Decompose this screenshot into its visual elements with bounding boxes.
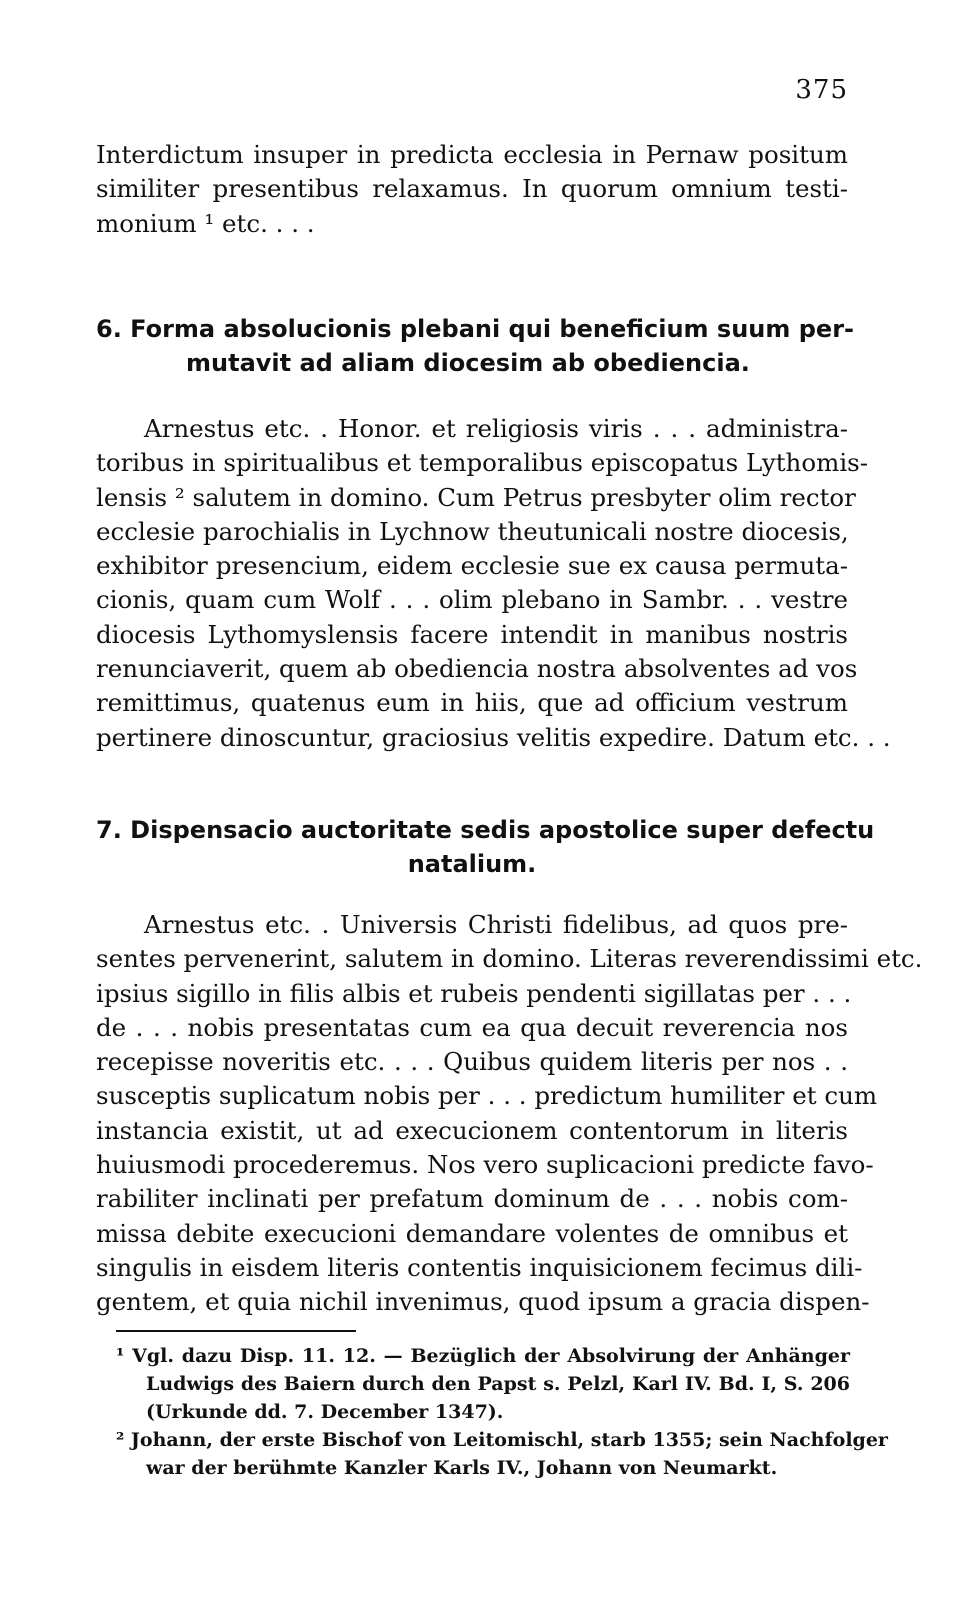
text-line: rabiliter inclinati per prefatum dominum de . . . nobis com- <box>96 1184 848 1214</box>
text-line: ipsius sigillo in filis albis et rubeis pendenti sigillatas per . . . <box>96 978 852 1008</box>
heading-line: 6. Forma absolucionis plebani qui beneficium suum per- <box>96 315 854 343</box>
footnote-divider <box>116 1330 356 1332</box>
text-line: susceptis suplicatum nobis per . . . predictum humiliter et cum <box>96 1081 878 1111</box>
text-line: renunciaverit, quem ab obediencia nostra absolventes ad vos <box>96 654 858 684</box>
text-line: diocesis Lythomyslensis facere intendit in manibus nostris <box>96 619 848 649</box>
footnotes <box>116 1342 888 1482</box>
text-line: instancia existit, ut ad execucionem contentorum in literis <box>96 1115 848 1145</box>
text-line: de . . . nobis presentatas cum ea qua decuit reverencia nos <box>96 1012 848 1042</box>
heading-line: 7. Dispensacio auctoritate sedis apostolice super defectu <box>96 816 875 844</box>
heading-line: mutavit ad aliam diocesim ab obediencia. <box>186 349 750 377</box>
text-line: sentes pervenerint, salutem in domino. Literas reverendissimi etc. <box>96 944 923 974</box>
text-line: lensis ² salutem in domino. Cum Petrus presbyter olim rector <box>96 482 856 512</box>
text-line: similiter presentibus relaxamus. In quorum omnium testi- <box>96 174 848 204</box>
text-line: monium ¹ etc. . . . <box>96 208 315 238</box>
footnote-1-line: Ludwigs des Baiern durch den Papst s. Pelzl, Karl IV. Bd. I, S. 206 <box>146 1373 850 1395</box>
text-line: Interdictum insuper in predicta ecclesia in Pernaw positum <box>96 140 848 169</box>
text-line: remittimus, quatenus eum in hiis, que ad officium vestrum <box>96 688 848 718</box>
section-7-body <box>96 908 923 1320</box>
text-line: huiusmodi procederemus. Nos vero suplicacioni predicte favo- <box>96 1150 874 1180</box>
footnote-2-line: ² Johann, der erste Bischof von Leitomischl, starb 1355; sein Nachfolger <box>116 1429 888 1451</box>
text-line: singulis in eisdem literis contentis inquisicionem fecimus dili- <box>96 1252 863 1282</box>
section-6-body <box>96 412 891 755</box>
heading-line: natalium. <box>407 850 537 878</box>
text-line: pertinere dinoscuntur, graciosius velitis expedire. Datum etc. . . <box>96 722 891 752</box>
section-6-heading <box>96 312 854 380</box>
page-number: 375 <box>795 75 848 105</box>
text-line: recepisse noveritis etc. . . . Quibus quidem literis per nos . . <box>96 1047 848 1077</box>
section-7-heading <box>96 813 875 881</box>
footnote-1-line: ¹ Vgl. dazu Disp. 11. 12. — Bezüglich der Absolvirung der Anhänger <box>116 1345 850 1367</box>
text-line: ecclesie parochialis in Lychnow theutunicali nostre diocesis, <box>96 516 849 546</box>
text-line: exhibitor presencium, eidem ecclesie sue ex causa permuta- <box>96 551 848 581</box>
text-line: cionis, quam cum Wolf . . . olim plebano in Sambr. . . vestre <box>96 585 848 615</box>
intro-paragraph <box>96 138 848 241</box>
footnote-1-line: (Urkunde dd. 7. December 1347). <box>146 1401 504 1423</box>
text-line: gentem, et quia nichil invenimus, quod ipsum a gracia dispen- <box>96 1287 870 1317</box>
text-line: Arnestus etc. . Universis Christi fidelibus, ad quos pre- <box>144 910 848 939</box>
footnote-2-line: war der berühmte Kanzler Karls IV., Johann von Neumarkt. <box>146 1457 778 1479</box>
text-line: toribus in spiritualibus et temporalibus episcopatus Lythomis- <box>96 448 869 478</box>
text-line: Arnestus etc. . Honor. et religiosis viris . . . administra- <box>144 414 848 443</box>
text-line: missa debite execucioni demandare volentes de omnibus et <box>96 1218 848 1248</box>
